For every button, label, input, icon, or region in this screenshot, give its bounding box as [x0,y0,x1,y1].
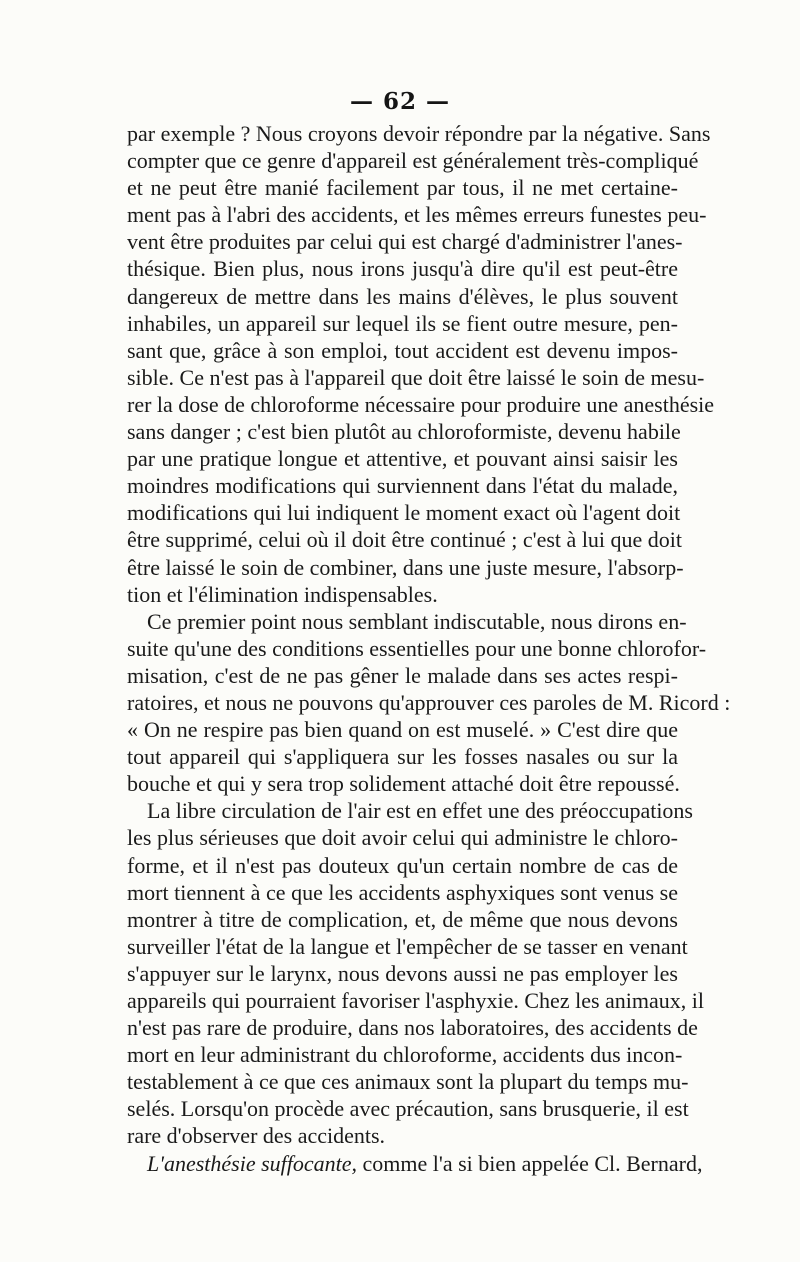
body-text [127,120,731,1177]
text-line: sans danger ; c'est bien plutôt au chloroformiste, devenu habile [127,419,681,445]
text-line: suite qu'une des conditions essentielles pour une bonne chlorofor- [127,635,707,661]
text-line: être laissé le soin de combiner, dans une juste mesure, l'absorp- [127,554,684,580]
text-line: dangereux de mettre dans les mains d'élèves, le plus souvent [127,283,678,309]
text-line: moindres modifications qui surviennent dans l'état du malade, [127,473,678,499]
text-line: être supprimé, celui où il doit être continué ; c'est à lui que doit [127,527,683,553]
text-line: tion et l'élimination indispensables. [127,581,438,607]
text-line: « On ne respire pas bien quand on est muselé. » C'est dire que [127,717,678,743]
text-line: les plus sérieuses que doit avoir celui qui administre le chloro- [127,825,678,851]
text-line: selés. Lorsqu'on procède avec précaution, sans brusquerie, il est [127,1096,689,1122]
text-line: appareils qui pourraient favoriser l'asphyxie. Chez les animaux, il [127,988,705,1013]
text-line: compter que ce genre d'appareil est généralement très-compliqué [127,148,699,174]
final-line-rest: comme l'a si bien appelée Cl. Bernard, [357,1150,703,1176]
text-line: s'appuyer sur le larynx, nous devons aussi ne pas employer les [127,960,678,986]
text-line: mort tiennent à ce que les accidents asphyxiques sont venus se [127,879,678,905]
text-line-final [127,1150,703,1177]
text-line: bouche et qui y sera trop solidement attaché doit être repoussé. [127,771,680,797]
text-line: surveiller l'état de la langue et l'empêcher de se tasser en venant [127,933,688,959]
text-line: ment pas à l'abri des accidents, et les mêmes erreurs funestes peu- [127,202,707,228]
text-line: forme, et il n'est pas douteux qu'un certain nombre de cas de [127,852,678,878]
text-line: sible. Ce n'est pas à l'appareil que doit être laissé le soin de mesu- [127,364,705,390]
text-line: sant que, grâce à son emploi, tout accident est devenu impos- [127,337,678,363]
text-line: inhabiles, un appareil sur lequel ils se fient outre mesure, pen- [127,310,678,336]
text-line: testablement à ce que ces animaux sont la plupart du temps mu- [127,1069,689,1095]
italic-phrase: L'anesthésie suffocante, [147,1150,358,1176]
text-line: tout appareil qui s'appliquera sur les fosses nasales ou sur la [127,744,678,770]
text-line: Ce premier point nous semblant indiscutable, nous dirons en- [147,608,687,634]
page-number: — 62 — [349,88,451,115]
text-line: modifications qui lui indiquent le moment exact où l'agent doit [127,500,681,526]
text-line: mort en leur administrant du chloroforme, accidents dus incon- [127,1042,683,1068]
text-line: thésique. Bien plus, nous irons jusqu'à dire qu'il est peut-être [127,256,678,282]
text-line: montrer à titre de complication, et, de même que nous devons [127,906,678,932]
text-line: ratoires, et nous ne pouvons qu'approuver ces paroles de M. Ricord : [127,689,731,715]
text-line: misation, c'est de ne pas gêner le malade dans ses actes respi- [127,662,678,688]
text-line: et ne peut être manié facilement par tous, il ne met certaine- [127,175,678,201]
text-line: La libre circulation de l'air est en effet une des préoccupations [147,798,693,824]
text-line: vent être produites par celui qui est chargé d'administrer l'anes- [127,229,683,255]
text-line: n'est pas rare de produire, dans nos laboratoires, des accidents de [127,1015,698,1041]
text-line: par une pratique longue et attentive, et pouvant ainsi saisir les [127,446,678,472]
text-line: rare d'observer des accidents. [127,1123,386,1149]
text-line: rer la dose de chloroforme nécessaire pour produire une anesthésie [127,391,715,417]
text-line: par exemple ? Nous croyons devoir répondre par la négative. Sans [127,121,711,146]
